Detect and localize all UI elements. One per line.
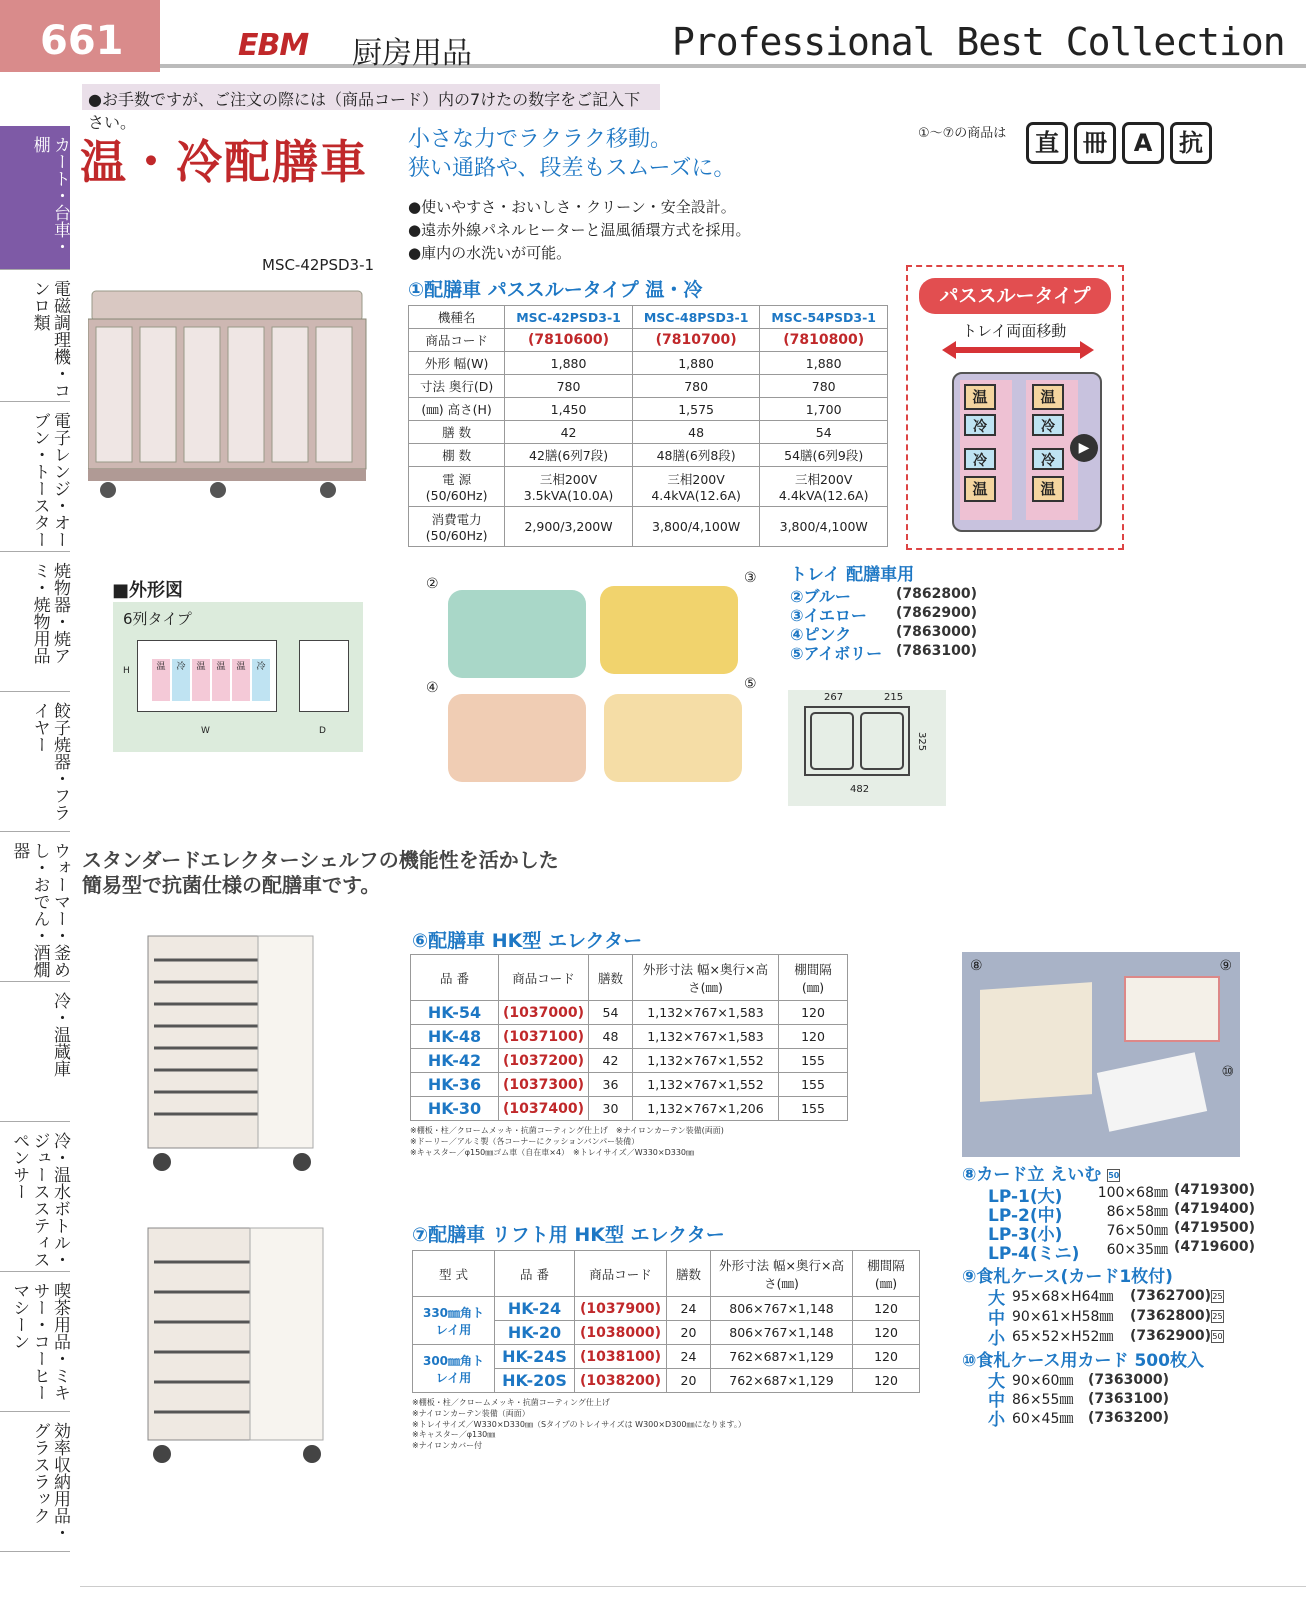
section8-title: ⑧カード立 えいむ bbox=[962, 1165, 1102, 1185]
outline-heading: ■外形図 bbox=[112, 580, 184, 601]
value-cell: 1,132×767×1,552 bbox=[633, 1073, 779, 1097]
value-cell: 120 bbox=[853, 1345, 920, 1369]
value-cell: 42 bbox=[589, 1049, 633, 1073]
row-label: 機種名 bbox=[409, 306, 505, 329]
value-cell: 1,450 bbox=[505, 398, 633, 421]
model-cell: MSC-48PSD3-1 bbox=[632, 306, 760, 329]
product-icons bbox=[1020, 122, 1212, 164]
value-cell: 155 bbox=[779, 1049, 848, 1073]
row-label: (㎜) 高さ(H) bbox=[409, 398, 505, 421]
group-cell: 300㎜角トレイ用 bbox=[413, 1345, 495, 1393]
option-code: (7363100) bbox=[1088, 1390, 1169, 1407]
feature-bullet: ●使いやすさ・おいしさ・クリーン・安全設計。 bbox=[408, 198, 736, 216]
tray-code: (7863100) bbox=[896, 643, 977, 659]
qty-badge: 50 bbox=[1212, 1331, 1223, 1341]
value-cell: 780 bbox=[632, 375, 760, 398]
code-cell: (1037100) bbox=[499, 1025, 589, 1049]
outline-cell: 温 bbox=[192, 659, 210, 701]
dim-d: 482 bbox=[850, 784, 870, 795]
note-line: ※ドーリー／アルミ製（各コーナーにクッションバンパー装備） bbox=[410, 1136, 640, 1146]
group-cell: 330㎜角トレイ用 bbox=[413, 1297, 495, 1345]
row-label: 棚 数 bbox=[409, 444, 505, 467]
model-cell: HK-24 bbox=[495, 1297, 575, 1321]
code-cell: (7810700) bbox=[632, 329, 760, 352]
size-label: 小 bbox=[988, 1410, 1005, 1430]
sidebar-item-induction[interactable]: 電磁調理機・コンロ類 bbox=[0, 270, 70, 402]
outline-front bbox=[137, 640, 277, 712]
tray-label: ④ピンク bbox=[790, 625, 852, 644]
card-holder-photo bbox=[962, 952, 1240, 1157]
model-cell: MSC-54PSD3-1 bbox=[760, 306, 888, 329]
order-notice: ●お手数ですが、ご注文の際には（商品コード）内の7けたの数字をご記入下さい。 bbox=[82, 84, 660, 110]
tray-label: ⑤アイボリー bbox=[790, 644, 883, 663]
tray-code: (7863000) bbox=[896, 624, 977, 640]
value-cell: 120 bbox=[779, 1025, 848, 1049]
sidebar-item-microwave[interactable]: 電子レンジ・オーブン・トースター bbox=[0, 402, 70, 552]
col-header: 商品コード bbox=[575, 1251, 667, 1297]
icons-label: ①〜⑦の商品は bbox=[918, 126, 1007, 141]
tray-codes bbox=[896, 586, 977, 662]
value-cell: 54 bbox=[760, 421, 888, 444]
value-cell: 三相200V 4.4kVA(12.6A) bbox=[760, 467, 888, 507]
tray-list bbox=[790, 584, 883, 663]
dim-w: W bbox=[201, 726, 210, 736]
dim-b: 215 bbox=[884, 692, 904, 703]
hk-cart-photo bbox=[140, 930, 325, 1175]
option-dim: 60×45㎜ bbox=[1012, 1410, 1074, 1427]
outline-diagram bbox=[113, 602, 363, 752]
sidebar-item-cart[interactable]: カート・台車・棚 bbox=[0, 126, 70, 270]
hk-lift-cart-photo bbox=[140, 1222, 335, 1467]
category-title: 厨房用品 bbox=[352, 36, 472, 71]
size-label: 小 bbox=[988, 1328, 1005, 1349]
value-cell: 120 bbox=[779, 1001, 848, 1025]
tray-pink bbox=[448, 694, 586, 782]
footer-rule bbox=[80, 1586, 1306, 1587]
model-cell: MSC-42PSD3-1 bbox=[505, 306, 633, 329]
catalog-icon: 冊 bbox=[1074, 122, 1116, 164]
cold-cell: 冷 bbox=[1032, 448, 1064, 470]
option-dim: 60×35㎜ bbox=[1106, 1242, 1168, 1258]
col-header: 棚間隔 (㎜) bbox=[779, 955, 848, 1001]
option-code: (7363000) bbox=[1088, 1371, 1169, 1388]
value-cell: 20 bbox=[667, 1369, 711, 1393]
code-cell: (1038200) bbox=[575, 1369, 667, 1393]
tray-code: (7862900) bbox=[896, 605, 977, 621]
section6-notes bbox=[410, 1126, 850, 1158]
tray-num: ④ bbox=[426, 680, 439, 696]
model-cell: HK-20 bbox=[495, 1321, 575, 1345]
option-dim: 90×61×H58㎜ bbox=[1012, 1309, 1114, 1325]
tray-ivory bbox=[604, 694, 742, 782]
sidebar-item-fryer[interactable]: 餃子焼器・フライヤー bbox=[0, 692, 70, 832]
col-header: 品 番 bbox=[411, 955, 499, 1001]
cold-cell: 冷 bbox=[964, 414, 996, 436]
code-cell: (1038100) bbox=[575, 1345, 667, 1369]
page-title: 温・冷配膳車 bbox=[80, 135, 368, 189]
tray-yellow bbox=[600, 586, 738, 674]
value-cell: 42膳(6列7段) bbox=[505, 444, 633, 467]
value-cell: 24 bbox=[667, 1345, 711, 1369]
tray-code: (7862800) bbox=[896, 586, 977, 602]
value-cell: 3,800/4,100W bbox=[760, 507, 888, 547]
option-code: (4719500) bbox=[1174, 1220, 1255, 1236]
value-cell: 762×687×1,129 bbox=[711, 1369, 853, 1393]
tray-heading: トレイ 配膳車用 bbox=[790, 565, 915, 585]
photo-num: ⑨ bbox=[1219, 958, 1232, 974]
sidebar-item-warmer[interactable]: ウォーマー・釜めし・おでん・酒燗器 bbox=[0, 832, 70, 982]
section7-table bbox=[412, 1250, 920, 1393]
section9-list bbox=[988, 1286, 1278, 1349]
note-line: ※キャスター／φ150㎜ゴム車（自在車×4） ※トレイサイズ／W330×D330㎜ bbox=[410, 1147, 695, 1157]
code-cell: (1037300) bbox=[499, 1073, 589, 1097]
value-cell: 1,700 bbox=[760, 398, 888, 421]
code-cell: (1038000) bbox=[575, 1321, 667, 1345]
tray-dimension-diagram bbox=[788, 690, 946, 806]
warm-cell: 温 bbox=[964, 384, 996, 410]
option-model: LP-2(中) bbox=[988, 1206, 1063, 1226]
tag-case bbox=[1124, 976, 1220, 1042]
note-line: ※ナイロンカーテン装備（両面） bbox=[412, 1408, 530, 1418]
feature-bullet: ●遠赤外線パネルヒーターと温風循環方式を採用。 bbox=[408, 221, 751, 239]
double-arrow-icon bbox=[940, 339, 1096, 361]
value-cell: 120 bbox=[853, 1369, 920, 1393]
tray-blue bbox=[448, 590, 586, 678]
play-arrow-icon: ▶ bbox=[1070, 434, 1098, 462]
value-cell: 2,900/3,200W bbox=[505, 507, 633, 547]
value-cell: 806×767×1,148 bbox=[711, 1297, 853, 1321]
brand-logo: EBM bbox=[238, 28, 309, 63]
size-label: 大 bbox=[988, 1372, 1005, 1392]
outline-cell: 温 bbox=[152, 659, 170, 701]
option-model: LP-4(ミニ) bbox=[988, 1244, 1080, 1264]
cold-cell: 冷 bbox=[964, 448, 996, 470]
row-label: 消費電力 (50/60Hz) bbox=[409, 507, 505, 547]
option-code: (4719600) bbox=[1174, 1239, 1255, 1255]
value-cell: 1,880 bbox=[760, 352, 888, 375]
value-cell: 1,880 bbox=[632, 352, 760, 375]
option-dim: 100×68㎜ bbox=[1097, 1185, 1168, 1201]
size-label: 大 bbox=[988, 1288, 1005, 1309]
outline-cell: 冷 bbox=[172, 659, 190, 701]
value-cell: 36 bbox=[589, 1073, 633, 1097]
sidebar-item-bottle[interactable]: 冷・温水ボトル・ジューススティスペンサー bbox=[0, 1122, 70, 1272]
value-cell: 762×687×1,129 bbox=[711, 1345, 853, 1369]
value-cell: 3,800/4,100W bbox=[632, 507, 760, 547]
code-cell: (1037900) bbox=[575, 1297, 667, 1321]
sidebar-item-coffee[interactable]: 喫茶用品・ミキサー・コーヒーマシーン bbox=[0, 1272, 70, 1412]
code-cell: (7810800) bbox=[760, 329, 888, 352]
cart-photo bbox=[88, 285, 370, 500]
dim-d: D bbox=[319, 726, 326, 736]
row-label: 商品コード bbox=[409, 329, 505, 352]
model-cell: HK-36 bbox=[411, 1073, 499, 1097]
value-cell: 30 bbox=[589, 1097, 633, 1121]
option-dim: 86×55㎜ bbox=[1012, 1391, 1074, 1408]
code-cell: (1037200) bbox=[499, 1049, 589, 1073]
delivery-truck-icon: A bbox=[1122, 122, 1164, 164]
tray-compartment bbox=[860, 712, 904, 770]
size-label: 中 bbox=[988, 1391, 1005, 1411]
warm-cell: 温 bbox=[964, 476, 996, 502]
col-header: 品 番 bbox=[495, 1251, 575, 1297]
outline-cell: 温 bbox=[212, 659, 230, 701]
section6-table bbox=[410, 954, 848, 1121]
page-number: 661 bbox=[0, 0, 160, 72]
tray-outline bbox=[804, 706, 910, 776]
col-header: 膳数 bbox=[589, 955, 633, 1001]
option-code: (7362700) bbox=[1130, 1288, 1211, 1304]
value-cell: 48 bbox=[589, 1025, 633, 1049]
option-dim: 86×58㎜ bbox=[1106, 1204, 1168, 1220]
model-cell: HK-20S bbox=[495, 1369, 575, 1393]
tag-card bbox=[1097, 1052, 1207, 1131]
col-header: 膳数 bbox=[667, 1251, 711, 1297]
code-cell: (1037000) bbox=[499, 1001, 589, 1025]
outline-side bbox=[299, 640, 349, 712]
option-dim: 90×60㎜ bbox=[1012, 1372, 1074, 1389]
tray-num: ③ bbox=[744, 570, 757, 586]
value-cell: 1,132×767×1,552 bbox=[633, 1049, 779, 1073]
note-line: ※棚板・柱／クロームメッキ・抗菌コーティング仕上げ ※ナイロンカーテン装備(両面) bbox=[410, 1126, 724, 1135]
option-model: LP-1(大) bbox=[988, 1187, 1063, 1207]
value-cell: 54膳(6列9段) bbox=[760, 444, 888, 467]
tray-label: ②ブルー bbox=[790, 587, 851, 606]
hk-intro bbox=[82, 848, 559, 898]
row-label: 膳 数 bbox=[409, 421, 505, 444]
feature-bullet: ●庫内の水洗いが可能。 bbox=[408, 244, 572, 262]
value-cell: 1,132×767×1,583 bbox=[633, 1025, 779, 1049]
value-cell: 1,880 bbox=[505, 352, 633, 375]
option-code: (7362800) bbox=[1130, 1308, 1211, 1324]
option-dim: 95×68×H64㎜ bbox=[1012, 1289, 1114, 1305]
value-cell: 48 bbox=[632, 421, 760, 444]
model-cell: HK-48 bbox=[411, 1025, 499, 1049]
dim-a: 267 bbox=[824, 692, 844, 703]
tray-num: ② bbox=[426, 576, 439, 592]
value-cell: 155 bbox=[779, 1097, 848, 1121]
qty-badge: 25 bbox=[1212, 1311, 1223, 1321]
value-cell: 三相200V 4.4kVA(12.6A) bbox=[632, 467, 760, 507]
hk-intro-line: 簡易型で抗菌仕様の配膳車です。 bbox=[82, 873, 381, 897]
col-header: 商品コード bbox=[499, 955, 589, 1001]
photo-num: ⑩ bbox=[1221, 1064, 1234, 1080]
col-header: 外形寸法 幅×奥行×高さ(㎜) bbox=[633, 955, 779, 1001]
passthru-title: パススルータイプ bbox=[919, 278, 1111, 314]
outline-cell: 温 bbox=[232, 659, 250, 701]
passthru-subtitle: トレイ両面移動 bbox=[962, 322, 1067, 340]
option-dim: 65×52×H52㎜ bbox=[1012, 1329, 1114, 1345]
col-header: 外形寸法 幅×奥行×高さ(㎜) bbox=[711, 1251, 853, 1297]
card-stand bbox=[980, 982, 1092, 1102]
option-dim: 76×50㎜ bbox=[1106, 1223, 1168, 1239]
sidebar-item-rack[interactable]: 効率収納用品・グラスラック bbox=[0, 1412, 70, 1552]
hk-intro-line: スタンダードエレクターシェルフの機能性を活かした bbox=[82, 848, 559, 872]
value-cell: 155 bbox=[779, 1073, 848, 1097]
code-cell: (1037400) bbox=[499, 1097, 589, 1121]
code-cell: (7810600) bbox=[505, 329, 633, 352]
dim-h: H bbox=[123, 666, 130, 676]
model-cell: HK-30 bbox=[411, 1097, 499, 1121]
collection-title: Professional Best Collection bbox=[672, 20, 1285, 64]
section9-heading: ⑨食札ケース(カード1枚付) bbox=[962, 1267, 1173, 1287]
section1-spec-table bbox=[408, 305, 888, 547]
passthru-diagram bbox=[952, 372, 1102, 532]
value-cell: 三相200V 3.5kVA(10.0A) bbox=[505, 467, 633, 507]
section1-heading: ①配膳車 パススルータイプ 温・冷 bbox=[408, 279, 703, 301]
main-photo-label: MSC-42PSD3-1 bbox=[262, 256, 375, 274]
option-code: (7362900) bbox=[1130, 1328, 1211, 1344]
dim-c: 325 bbox=[916, 732, 927, 752]
note-line: ※トレイサイズ／W330×D330㎜（Sタイプのトレイサイズは W300×D300㎜になります。） bbox=[412, 1419, 746, 1429]
note-line: ※棚板・柱／クロームメッキ・抗菌コーティング仕上げ bbox=[412, 1398, 610, 1407]
photo-num: ⑧ bbox=[970, 958, 983, 974]
sidebar-item-storage[interactable]: 冷・温蔵庫 bbox=[0, 982, 70, 1122]
outline-subtitle: 6列タイプ bbox=[123, 610, 192, 628]
value-cell: 24 bbox=[667, 1297, 711, 1321]
section7-notes bbox=[412, 1398, 862, 1452]
option-code: (4719300) bbox=[1174, 1182, 1255, 1198]
warm-cell: 温 bbox=[1032, 384, 1064, 410]
value-cell: 54 bbox=[589, 1001, 633, 1025]
value-cell: 1,132×767×1,206 bbox=[633, 1097, 779, 1121]
note-line: ※ナイロンカバー付 bbox=[412, 1441, 483, 1451]
tray-num: ⑤ bbox=[744, 676, 757, 692]
section8-list bbox=[988, 1182, 1268, 1264]
catch-line-1: 小さな力でラクラク移動。 bbox=[408, 127, 673, 152]
note-line: ※キャスター／φ130㎜ bbox=[412, 1430, 496, 1440]
sidebar-item-grill[interactable]: 焼物器・焼アミ・焼物用品 bbox=[0, 552, 70, 692]
row-label: 外形 幅(W) bbox=[409, 352, 505, 375]
value-cell: 48膳(6列8段) bbox=[632, 444, 760, 467]
size-label: 中 bbox=[988, 1308, 1005, 1329]
tray-compartment bbox=[810, 712, 854, 770]
option-code: (7363200) bbox=[1088, 1409, 1169, 1426]
value-cell: 1,575 bbox=[632, 398, 760, 421]
value-cell: 780 bbox=[760, 375, 888, 398]
value-cell: 42 bbox=[505, 421, 633, 444]
qty-badge: 25 bbox=[1212, 1291, 1223, 1301]
section7-heading: ⑦配膳車 リフト用 HK型 エレクター bbox=[412, 1224, 725, 1246]
model-cell: HK-24S bbox=[495, 1345, 575, 1369]
section6-heading: ⑥配膳車 HK型 エレクター bbox=[412, 930, 643, 952]
antibacterial-icon: 抗 bbox=[1170, 122, 1212, 164]
tray-label: ③イエロー bbox=[790, 606, 867, 625]
value-cell: 806×767×1,148 bbox=[711, 1321, 853, 1345]
value-cell: 20 bbox=[667, 1321, 711, 1345]
value-cell: 1,132×767×1,583 bbox=[633, 1001, 779, 1025]
section10-heading: ⑩食札ケース用カード 500枚入 bbox=[962, 1351, 1204, 1371]
direct-ship-icon: 直 bbox=[1026, 122, 1068, 164]
outline-cell: 冷 bbox=[252, 659, 270, 701]
section10-list bbox=[988, 1370, 1248, 1430]
col-header: 棚間隔 (㎜) bbox=[853, 1251, 920, 1297]
col-header: 型 式 bbox=[413, 1251, 495, 1297]
catch-copy bbox=[408, 126, 735, 183]
option-model: LP-3(小) bbox=[988, 1225, 1063, 1245]
catch-line-2: 狭い通路や、段差もスムーズに。 bbox=[408, 155, 736, 181]
value-cell: 780 bbox=[505, 375, 633, 398]
row-label: 寸法 奥行(D) bbox=[409, 375, 505, 398]
value-cell: 120 bbox=[853, 1297, 920, 1321]
cold-cell: 冷 bbox=[1032, 414, 1064, 436]
row-label: 電 源 (50/60Hz) bbox=[409, 467, 505, 507]
model-cell: HK-42 bbox=[411, 1049, 499, 1073]
value-cell: 120 bbox=[853, 1321, 920, 1345]
warm-cell: 温 bbox=[1032, 476, 1064, 502]
option-code: (4719400) bbox=[1174, 1201, 1255, 1217]
header-rule bbox=[160, 64, 1306, 68]
model-cell: HK-54 bbox=[411, 1001, 499, 1025]
qty-badge: 50 bbox=[1108, 1170, 1120, 1180]
